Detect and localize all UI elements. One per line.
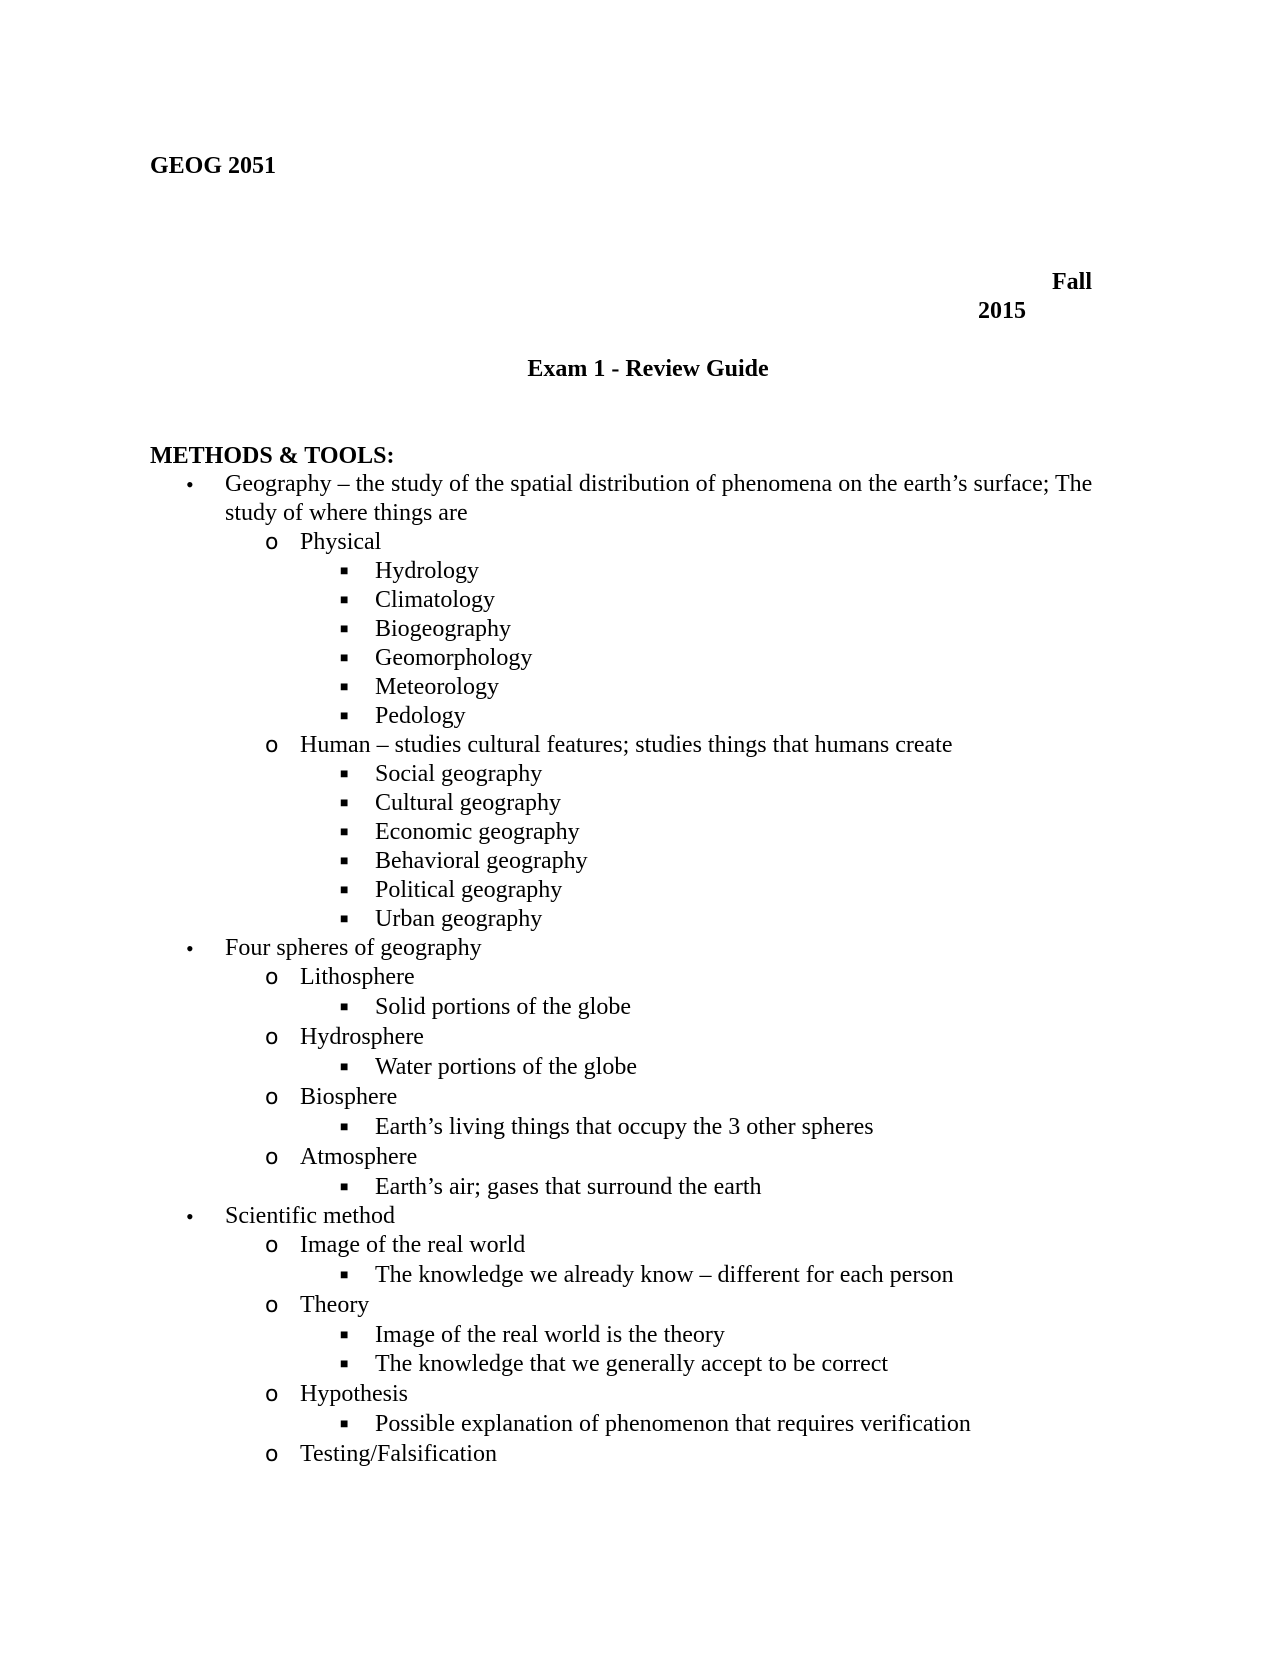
square-marker: ■	[340, 709, 349, 724]
square-marker: ■	[340, 796, 349, 811]
circle-marker: o	[265, 733, 279, 758]
circle-marker: o	[265, 965, 279, 990]
circle-marker: o	[265, 1382, 279, 1407]
list-item-text: Human – studies cultural features; studies things that humans create	[300, 732, 953, 758]
circle-marker: o	[265, 1293, 279, 1318]
square-marker: ■	[340, 680, 349, 695]
square-marker: ■	[340, 564, 349, 579]
list-item-text: Image of the real world is the theory	[375, 1322, 725, 1348]
list-item-text: Earth’s living things that occupy the 3 other spheres	[375, 1114, 874, 1140]
square-marker: ■	[340, 651, 349, 666]
list-item-text: Theory	[300, 1292, 370, 1318]
list-item-text: Political geography	[375, 877, 563, 903]
list-item-text: Cultural geography	[375, 790, 561, 816]
circle-marker: o	[265, 1145, 279, 1170]
list-item-text: Meteorology	[375, 674, 499, 700]
square-marker: ■	[340, 1328, 349, 1343]
list-item-text: Biosphere	[300, 1084, 398, 1110]
list-item-text: Geomorphology	[375, 645, 533, 671]
section-heading: METHODS & TOOLS:	[150, 443, 395, 469]
list-item-text: Physical	[300, 529, 382, 555]
square-marker: ■	[340, 593, 349, 608]
list-item-text: Water portions of the globe	[375, 1054, 637, 1080]
list-item-text: Earth’s air; gases that surround the earth	[375, 1174, 762, 1200]
square-marker: ■	[340, 1357, 349, 1372]
list-item-text: Atmosphere	[300, 1144, 418, 1170]
square-marker: ■	[340, 1120, 349, 1135]
term-year: 2015	[978, 298, 1026, 324]
circle-marker: o	[265, 530, 279, 555]
square-marker: ■	[340, 1180, 349, 1195]
square-marker: ■	[340, 1268, 349, 1283]
square-marker: ■	[340, 767, 349, 782]
circle-marker: o	[265, 1233, 279, 1258]
square-marker: ■	[340, 1060, 349, 1075]
term-season: Fall	[1052, 269, 1092, 295]
square-marker: ■	[340, 912, 349, 927]
bullet-marker: •	[186, 936, 194, 961]
square-marker: ■	[340, 883, 349, 898]
list-item-text: Behavioral geography	[375, 848, 588, 874]
list-item-text: Testing/Falsification	[300, 1441, 497, 1467]
circle-marker: o	[265, 1442, 279, 1467]
list-item-text: Image of the real world	[300, 1232, 526, 1258]
list-item-text: Possible explanation of phenomenon that requires verification	[375, 1411, 971, 1437]
list-item-text: Biogeography	[375, 616, 511, 642]
list-item-text: The knowledge we already know – different for each person	[375, 1262, 954, 1288]
square-marker: ■	[340, 825, 349, 840]
square-marker: ■	[340, 1000, 349, 1015]
list-item-text: Urban geography	[375, 906, 543, 932]
list-item-text: Geography – the study of the spatial distribution of phenomena on the earth’s surface; The study of where things are	[225, 471, 1093, 526]
list-item-text: The knowledge that we generally accept to be correct	[375, 1351, 889, 1377]
list-item-text: Hydrology	[375, 558, 479, 584]
list-item-text: Pedology	[375, 703, 466, 729]
list-item-text: Scientific method	[225, 1203, 395, 1229]
list-item-text: Hydrosphere	[300, 1024, 424, 1050]
list-item-text: Lithosphere	[300, 964, 415, 990]
list-item-text: Solid portions of the globe	[375, 994, 631, 1020]
circle-marker: o	[265, 1085, 279, 1110]
list-item-text: Economic geography	[375, 819, 580, 845]
course-code: GEOG 2051	[150, 153, 277, 179]
bullet-marker: •	[186, 472, 194, 497]
square-marker: ■	[340, 1417, 349, 1432]
square-marker: ■	[340, 622, 349, 637]
circle-marker: o	[265, 1025, 279, 1050]
bullet-marker: •	[186, 1204, 194, 1229]
list-item-text: Four spheres of geography	[225, 935, 482, 961]
list-item-text: Hypothesis	[300, 1381, 408, 1407]
list-item-text: Climatology	[375, 587, 495, 613]
document-title: Exam 1 - Review Guide	[527, 356, 769, 382]
square-marker: ■	[340, 854, 349, 869]
list-item-text: Social geography	[375, 761, 543, 787]
